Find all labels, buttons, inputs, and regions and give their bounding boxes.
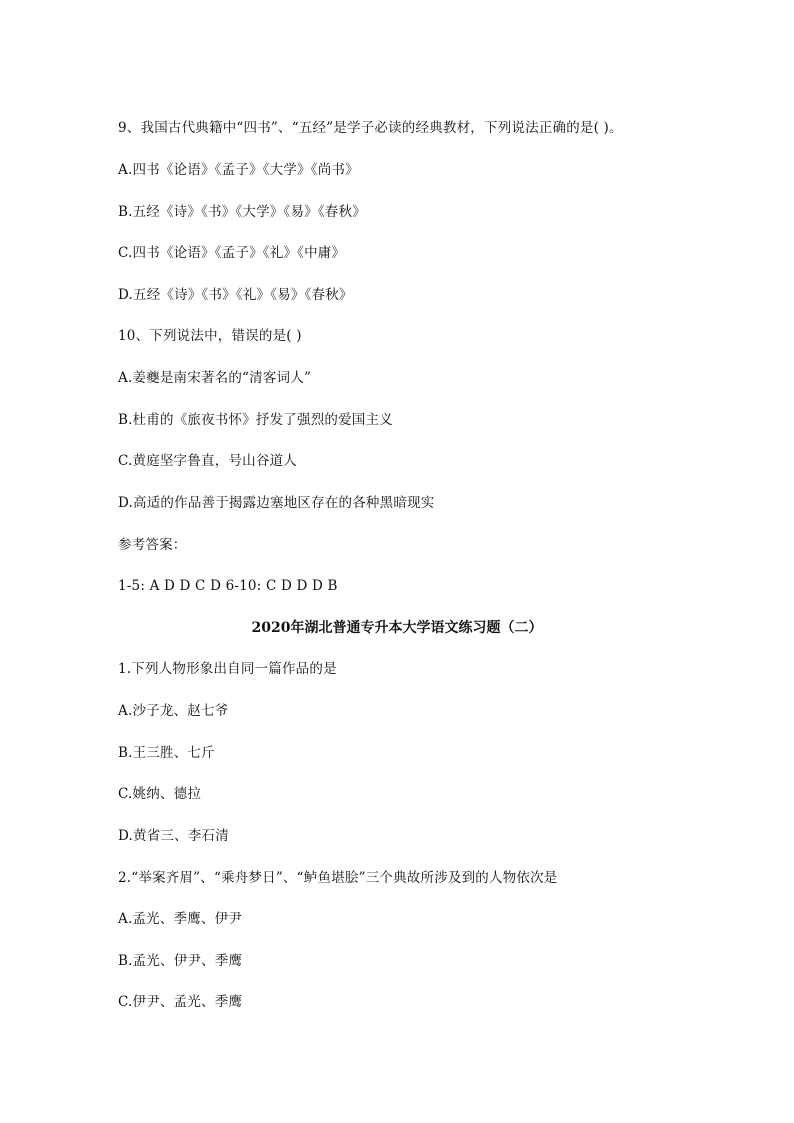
question-2-option-c: C.伊尹、孟光、季鹰 <box>118 994 243 1010</box>
answer-label: 参考答案： <box>118 537 187 553</box>
question-1-option-b: B.王三胜、七斤 <box>118 745 215 761</box>
question-1-stem: 1.下列人物形象出自同一篇作品的是 <box>118 661 337 677</box>
question-10-option-b: B.杜甫的《旅夜书怀》抒发了强烈的爱国主义 <box>118 412 393 428</box>
question-1-option-a: A.沙子龙、赵七爷 <box>118 703 229 719</box>
question-1-option-c: C.姚纳、德拉 <box>118 786 202 802</box>
question-9-stem: 9、我国古代典籍中“四书”、“五经”是学子必读的经典教材，下列说法正确的是( )。 <box>118 120 623 136</box>
question-9-option-d: D.五经《诗》《书》《礼》《易》《春秋》 <box>118 287 353 303</box>
question-10-stem: 10、下列说法中，错误的是( ) <box>118 328 302 344</box>
question-1-option-d: D.黄省三、李石清 <box>118 828 229 844</box>
question-10-option-d: D.高适的作品善于揭露边塞地区存在的各种黑暗现实 <box>118 495 435 511</box>
question-2-option-b: B.孟光、伊尹、季鹰 <box>118 953 243 969</box>
section-title: 2020年湖北普通专升本大学语文练习题（二） <box>251 620 543 636</box>
question-2-option-a: A.孟光、季鹰、伊尹 <box>118 911 243 927</box>
question-9-option-b: B.五经《诗》《书》《大学》《易》《春秋》 <box>118 204 366 220</box>
answer-key: 1-5: A D D C D 6-10: C D D D B <box>118 578 338 594</box>
question-10-option-a: A.姜夔是南宋著名的“清客词人” <box>118 370 312 386</box>
question-10-option-c: C.黄庭坚字鲁直，号山谷道人 <box>118 453 297 469</box>
question-9-option-c: C.四书《论语》《孟子》《礼》《中庸》 <box>118 245 346 261</box>
question-9-option-a: A.四书《论语》《孟子》《大学》《尚书》 <box>118 162 359 178</box>
question-2-stem: 2.“举案齐眉”、“乘舟梦日”、“鲈鱼堪脍”三个典故所涉及到的人物依次是 <box>118 870 558 886</box>
